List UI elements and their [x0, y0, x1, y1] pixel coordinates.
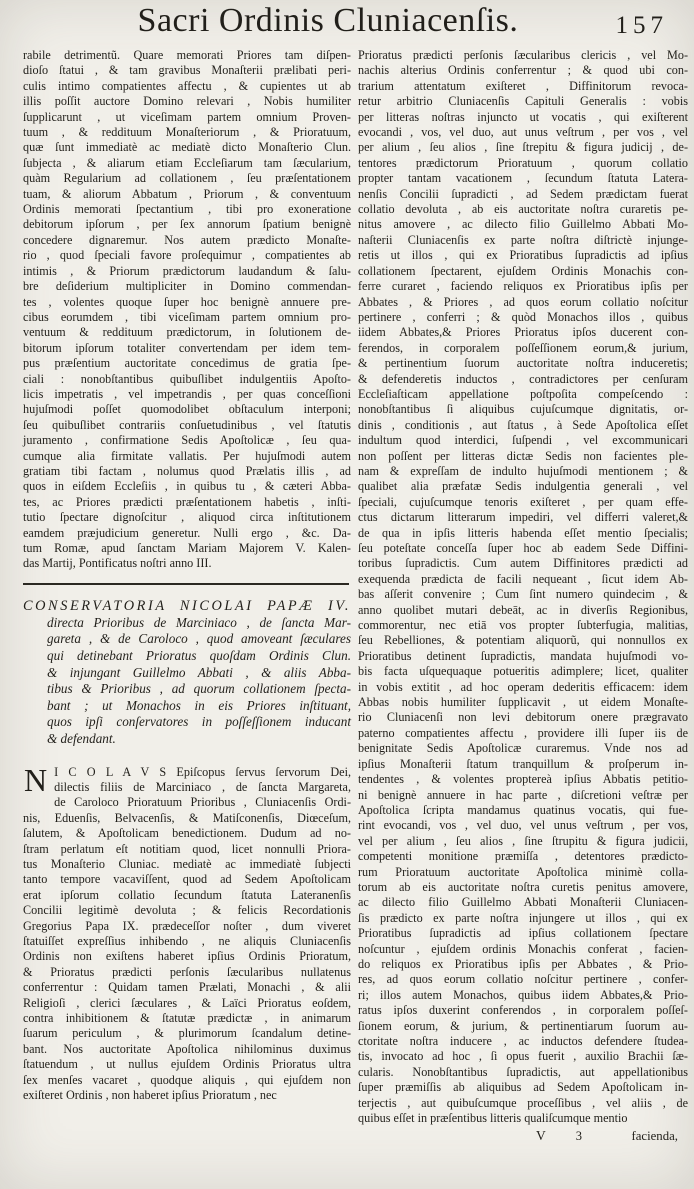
text-line: quos ipſi conſervatores in poſſeſſionem inducant: [47, 714, 351, 730]
text-line: ſtatuendum , ut nullus ejuſdem Ordinis Prioratus ultra: [23, 1057, 351, 1072]
text-line: licis impetratis , vel impetrandis , per quas conceſſioni: [23, 386, 351, 401]
text-line: rint evocandi, vos , vel duo, vel unus veſtrum , per vos,: [358, 818, 688, 833]
text-line: ferre curaret , faciendo reliquos ex Prioratibus ipſis per: [358, 279, 688, 294]
text-line: rum Prioratuum auctoritate Apoſtolica minimè colla-: [358, 864, 688, 879]
text-line: ſionem eorum, & jurium, & pertinentiarum ſuorum au-: [358, 1018, 688, 1033]
text-line: das Martij, Pontificatus noſtri anno III.: [23, 556, 212, 571]
text-line: ſis prædicto ex parte noſtra injungere ut illos , qui ex: [358, 910, 688, 925]
text-line: quibus eſſet in præſentibus litteris qualiſcumque mentio: [358, 1111, 628, 1126]
text-line: collationem ſpectarent, ejuſdem Ordinis Monachis con-: [358, 263, 688, 278]
text-line: concedere dignaremur. Nos autem prædicto Monaſte-: [23, 232, 351, 247]
text-line: cularis. Nonobſtantibus ſupradictis, aut appellationibus: [358, 1064, 688, 1079]
text-line: tuum , & reddituum Monaſteriorum , & Prioratuum,: [23, 125, 351, 140]
text-line: Concilii legitimè devoluta ; & felicis Recordationis: [23, 903, 351, 918]
text-line: hujuſmodi poſſet quomodolibet obſtaculum interponi;: [23, 402, 351, 417]
text-line: commorentur, nec etiā vos propter ſubterfugia, malitias,: [358, 618, 688, 633]
text-line: toribus ſupradictis. Cum autem Diffinitores prædicti ad: [358, 556, 688, 571]
text-line: Eccleſiaſticam appellatione poſtpoſita compeſcendo :: [358, 386, 688, 401]
text-line: ciali : nonobſtantibus quibuſlibet indulgentiis Apoſto-: [23, 371, 351, 386]
text-line: quæ ſunt immediatè ac mediatè dicto Monaſterio Clun.: [23, 140, 351, 155]
bull-nicolaus-paragraph: [23, 761, 351, 1104]
text-line: qualibet alia præfatæ Sedis indulgentia generali , vel: [358, 479, 688, 494]
right-column-text: [358, 48, 688, 1126]
text-line: bis facta uſquequaque potueritis adimplere; licet, qualiter: [358, 664, 688, 679]
text-line: culis intimo compatientes affectu , & cupientes ut ab: [23, 78, 351, 93]
text-line: tes , volentes quoque ſuper hoc benignè annuere pre-: [23, 294, 351, 309]
text-line: retur arbitrio Cluniacenſis Capituli Generalis : vobis: [358, 94, 688, 109]
text-line: Ordinis memorati ſpectantium , tibi pro exoneratione: [23, 202, 351, 217]
text-line: retis ut illos , qui ex Prioratibus ſupradictis ad ipſius: [358, 248, 688, 263]
text-line: ferendos, in corporalem poſſeſſionem eorum,& jurium,: [358, 340, 688, 355]
text-line: quos in eiſdem Eccleſiis , in quibus tu , & cæteri Abba-: [23, 479, 351, 494]
text-line: conferrentur : Quidam tamen Prælati, Monachi , & alii: [23, 980, 351, 995]
text-line: ſpeciali, cujuſcumque tenoris exiſteret , per quam effe-: [358, 494, 688, 509]
text-line: illis poſſit auctore Domino relevari , Nobis humiliter: [23, 94, 351, 109]
text-line: ſubjecta , & aliarum etiam Eccleſiarum tam ſæcularium,: [23, 155, 351, 170]
text-line: Religioſi , clerici ſæculares , & Laïci Prioratus eoſdem,: [23, 995, 351, 1010]
text-line: gratiam tibi factam , nolumus quod Prælatis illis , ad: [23, 463, 351, 478]
text-line: vel per alium , ſeu alios , ſine ſtrupitu & figura judicii,: [358, 833, 688, 848]
text-line: noſcuntur , ejuſdem ordinis Monachis conferat , facien-: [358, 941, 688, 956]
text-line: bre deſiderium multipliciter in Domino commendan-: [23, 279, 351, 294]
text-line: & Prioratus prædicti perſonis ſæcularibus nullatenus: [23, 964, 351, 979]
text-line: ſalutem, & Apoſtolicam benedictionem. Dudum ad no-: [23, 826, 351, 841]
text-line: non poſſent per litteras dictæ Sedis non facientes ple-: [358, 448, 688, 463]
text-line: CONSERVATORIA NICOLAI PAPÆ IV.: [23, 597, 351, 614]
text-line: Prioratus prædicti perſonis ſæcularibus clericis , vel Mo-: [358, 48, 688, 62]
text-line: de qua in ipſis litteris habenda eſſet mentio ſpecialis;: [358, 525, 688, 540]
text-line: ſtram perlatum eſt notitiam quod, licet nonnulli Priora-: [23, 841, 351, 856]
text-line: rio , quod ſpeciali favore proſequimur , compatientes ab: [23, 248, 351, 263]
signature-number: 3: [575, 1129, 582, 1144]
text-line: tutio ſpectare dignoſcitur , aliquod circa inſtitutionem: [23, 510, 351, 525]
text-line: per alium , ſeu alios , ſine ſtrepitu & figura judicij , de-: [358, 140, 688, 155]
signature-line: [358, 1128, 688, 1144]
right-column: [358, 48, 688, 1144]
text-line: Prioratibus ſupradictis ad ipſius collationem ſpectare: [358, 926, 688, 941]
text-line: tentores prædictorum Prioratuum , quorum collatio: [358, 155, 688, 170]
text-line: ſuper præmiſſis ab aliquibus ad Sedem Apoſtolicam in-: [358, 1080, 688, 1095]
text-line: pus præſentium auctoritate concedimus de gratia ſpe-: [23, 356, 351, 371]
text-line: dinis , conditionis , aut ſtatus , à Sede Apoſtolica eſſet: [358, 417, 688, 432]
text-line: ni benignè annuere in hac parte , diſcretioni veſtræ per: [358, 787, 688, 802]
text-line: juramento , confirmatione Sedis Apoſtolicæ , ſeu qua-: [23, 433, 351, 448]
text-line: bant. Nos auctoritate Apoſtolica nihilominus duximus: [23, 1041, 351, 1056]
text-line: ratus ipſos duxerint conferendos , in corporalem poſſeſ-: [358, 1003, 688, 1018]
text-line: collatio devoluta , ab eis auctoritate noſtra curaretis pe-: [358, 202, 688, 217]
text-line: exiſteret Ordinis , non haberet ipſius Prioratum , nec: [23, 1088, 277, 1103]
text-line: evocandi , vos, vel duo, aut unus veſtrum , per vos , vel: [358, 125, 688, 140]
text-line: in vobis extitit , ad hoc operam dederitis efficacem: idem: [358, 679, 688, 694]
text-line: dilectis filiis de Marciniaco , de ſancta Margareta,: [54, 779, 351, 794]
text-line: tendentes , & volentes proptereà ipſius Abbatis petitio-: [358, 772, 688, 787]
text-line: quàm Regularium ad collationem , ſeu præſentationem: [23, 171, 351, 186]
text-line: erat ipſorum collatio ſecundum ſtatuta Lateranenſis: [23, 887, 351, 902]
text-line: debitorum ipſorum , per ſex annorum ſpatium benignè: [23, 217, 351, 232]
text-line: ctoritate noſtra inducere , ac inductos defendere ſtudea-: [358, 1034, 688, 1048]
section-heading-conservatoria: [23, 597, 351, 748]
text-line: tibus & Prioribus , ad quorum collationem ſpecta-: [47, 681, 351, 697]
text-line: res, ad quos eorum collatio noſcitur pertinere , confer-: [358, 972, 688, 987]
text-line: ſuarum periculum , & plurimorum ſcandalum detine-: [23, 1026, 351, 1041]
text-line: ſeu poteſtate conceſſa ſuper hoc ab eadem Sede Diffini-: [358, 541, 688, 555]
text-line: dioſo ſtatui , & tam gravibus Monaſterii prælibati peri-: [23, 63, 351, 78]
text-line: exequenda prædicta de facili nequeant , ſicut idem Ab-: [358, 571, 688, 586]
text-line: cibus eorumdem , tibi viceſimam partem omnium pro-: [23, 309, 351, 324]
text-line: directa Prioribus de Marciniaco , de ſancta Mar-: [47, 614, 351, 630]
text-line: tus Monaſterio Cluniac. mediatè ac immediatè ſubjecti: [23, 857, 351, 871]
bull-conclusion-paragraph: [23, 48, 351, 572]
text-line: gareta , & de Caroloco , quod amoveant ſæculares: [47, 631, 351, 647]
text-line: nis, Eduenſis, Belvacenſis, & Matiſconenſis, Diœceſum,: [23, 810, 351, 825]
running-title: Sacri Ordinis Cluniacenſis.: [137, 2, 519, 39]
text-line: Prioratibus detinent ſupradictis, mandata hujuſmodi vo-: [358, 648, 688, 663]
text-line: Ordinis non exiſtens haberet ipſius Ordinis Prioratum,: [23, 949, 351, 964]
drop-cap-initial: N: [24, 761, 48, 798]
text-line: ac dilecto filio Guillelmo Abbati Monaſterii Cluniacen-: [358, 895, 688, 910]
text-line: rio Cluniacenſi non levi debitorum onere prægravato: [358, 710, 688, 725]
text-line: nam & expreſſam de indulto hujuſmodi mentionem ; &: [358, 463, 688, 478]
text-line: nenſis Concilii ſupradicti , ad Sedem prædictam fuerat: [358, 186, 688, 201]
text-line: & defenderetis inductos , contradictores per cenſuram: [358, 371, 688, 386]
text-line: trarium attentatum exiſteret , Diffinitorum revoca-: [358, 78, 688, 93]
text-line: ſupplicarunt , ut viceſimam partem omnium Proven-: [23, 109, 351, 124]
text-line: Abbates , & Priores , ad quos eorum collatio noſcitur: [358, 294, 688, 309]
text-line: & injungant Guillelmo Abbati , & aliis Abba-: [47, 664, 351, 680]
text-line: Gregorius Papa IX. prædeceſſor noſter , dum viveret: [23, 918, 351, 933]
text-line: torum ab eis auctoritate noſtra curetis penitus amovere,: [358, 879, 688, 894]
text-line: ctus dictarum litterarum impediri, vel differri valeret,&: [358, 510, 688, 525]
text-line: tanto tempore vacaviſſent, quod ad Sedem Apoſtolicam: [23, 872, 351, 887]
text-line: nachis alterius Ordinis conferrentur ; & quod ubi con-: [358, 63, 688, 78]
section-divider-rule: [23, 583, 349, 585]
text-line: paterno compatientes affectu , providere illi ſuper iis de: [358, 725, 688, 740]
text-line: nitus amovere , ac dilecto filio Guillelmo Abbati Mo-: [358, 217, 688, 232]
text-line: tis, invocato ad hoc , ſi opus fuerit , auxilio Brachii ſæ-: [358, 1049, 688, 1064]
text-line: bitorum ipſorum totaliter convertendam per idem tem-: [23, 340, 351, 355]
text-line: nonobſtantibus ſi aliquibus cujuſcumque dignitatis, or-: [358, 402, 688, 417]
text-line: competenti monitione præmiſſa , detentores prædicto-: [358, 849, 688, 864]
text-line: ri; illos autem Monachos, quibus iidem Abbates,& Prio-: [358, 987, 688, 1002]
text-line: do reliquos ex Prioratibus ipſis per Abbates , & Prio-: [358, 956, 688, 971]
text-line: benignitate Sedis Apoſtolicæ curaremus. Vnde nos ad: [358, 741, 688, 756]
text-line: contra inhibitionem & ſtatutæ prædictæ , in animarum: [23, 1011, 351, 1026]
text-line: pertinere , conferri ; & quòd Monachos illos , quibus: [358, 309, 688, 324]
signature-mark: V: [536, 1128, 546, 1144]
text-line: intimis , & Priorum prædictorum laudandum & ſalu-: [23, 263, 351, 278]
text-line: ſtatuiſſet expreſſius inhibendo , ne aliquis Cluniacenſis: [23, 934, 351, 949]
text-line: bas aſſerit convenire ; Cum ſint numero quindecim , &: [358, 587, 688, 602]
text-line: ſeu quibuſlibet contrariis conſuetudinibus , vel ſtatutis: [23, 417, 351, 432]
page-header: [0, 0, 694, 48]
left-column: [23, 48, 351, 1144]
text-line: qui detinebant Prioratus quoſdam Ordinis Clun.: [47, 648, 351, 663]
text-line: & pertinentium ſuorum auctoritate noſtra induceretis;: [358, 356, 688, 371]
text-line: anno quolibet mutari debeāt, ac in diverſis Regionibus,: [358, 602, 688, 617]
text-line: eamdem præjudicium generetur. Nulli ergo , &c. Da-: [23, 525, 351, 540]
page-number: 157: [615, 12, 668, 39]
text-line: per litteras noſtras injuncto ut vocatis , qui exiſterent: [358, 109, 688, 124]
text-line: ſex menſes vacaret , quodque aliquis , qui ejuſdem non: [23, 1072, 351, 1087]
text-line: de Caroloco Prioratuum Prioribus , Cluniacenſis Ordi-: [54, 795, 351, 810]
text-line: tum Romæ, apud ſanctam Mariam Majorem V. Kalen-: [23, 541, 351, 555]
text-line: bant ; ut Monachos in eis Priores inſtituant,: [47, 697, 351, 713]
bull-nicolaus-lines: [23, 761, 351, 1104]
text-columns: [23, 48, 688, 1144]
text-line: ipſius Monaſterii ſtatum tranquillum & proſperum in-: [358, 756, 688, 771]
text-line: cumque alia firmitate vallatis. Per hujuſmodi autem: [23, 448, 351, 463]
text-line: I C O L A V S Epiſcopus ſervus ſervorum Dei,: [54, 764, 351, 779]
text-line: ſeu Rebelliones, & potentiam aliquorũ, qui nonnullos ex: [358, 633, 688, 648]
text-line: Apoſtolica ſcripta mandamus quatinus vocatis, qui fue-: [358, 802, 688, 817]
text-line: rabile detrimentũ. Quare memorati Priores tam diſpen-: [23, 48, 351, 62]
text-line: naſterii Cluniacenſis ex parte noſtra diſtrictè injunge-: [358, 232, 688, 247]
text-line: terjectis , aut quibuſcumque proceſſibus , vel aliis , de: [358, 1095, 688, 1110]
text-line: Abbas nobis humiliter ſupplicavit , ut eidem Monaſte-: [358, 695, 688, 710]
text-line: iidem Abbates,& Priores Prioratus ipſos ducerent con-: [358, 325, 688, 340]
text-line: ventuum & reddituum prædictorum, in ſolutionem de-: [23, 325, 351, 340]
text-line: tuam, & aliorum Abbatum , Priorum , & conventuum: [23, 186, 351, 201]
text-line: tes, ac Priores prædicti præſentationem habetis , inſti-: [23, 494, 351, 509]
catchword: facienda,: [631, 1129, 678, 1144]
text-line: indultum quod interdici, ſuſpendi , vel excommunicari: [358, 433, 688, 448]
text-line: propter tantam vacationem , ſecundum ſtatuta Latera-: [358, 171, 688, 186]
text-line: & defendant.: [47, 730, 116, 746]
